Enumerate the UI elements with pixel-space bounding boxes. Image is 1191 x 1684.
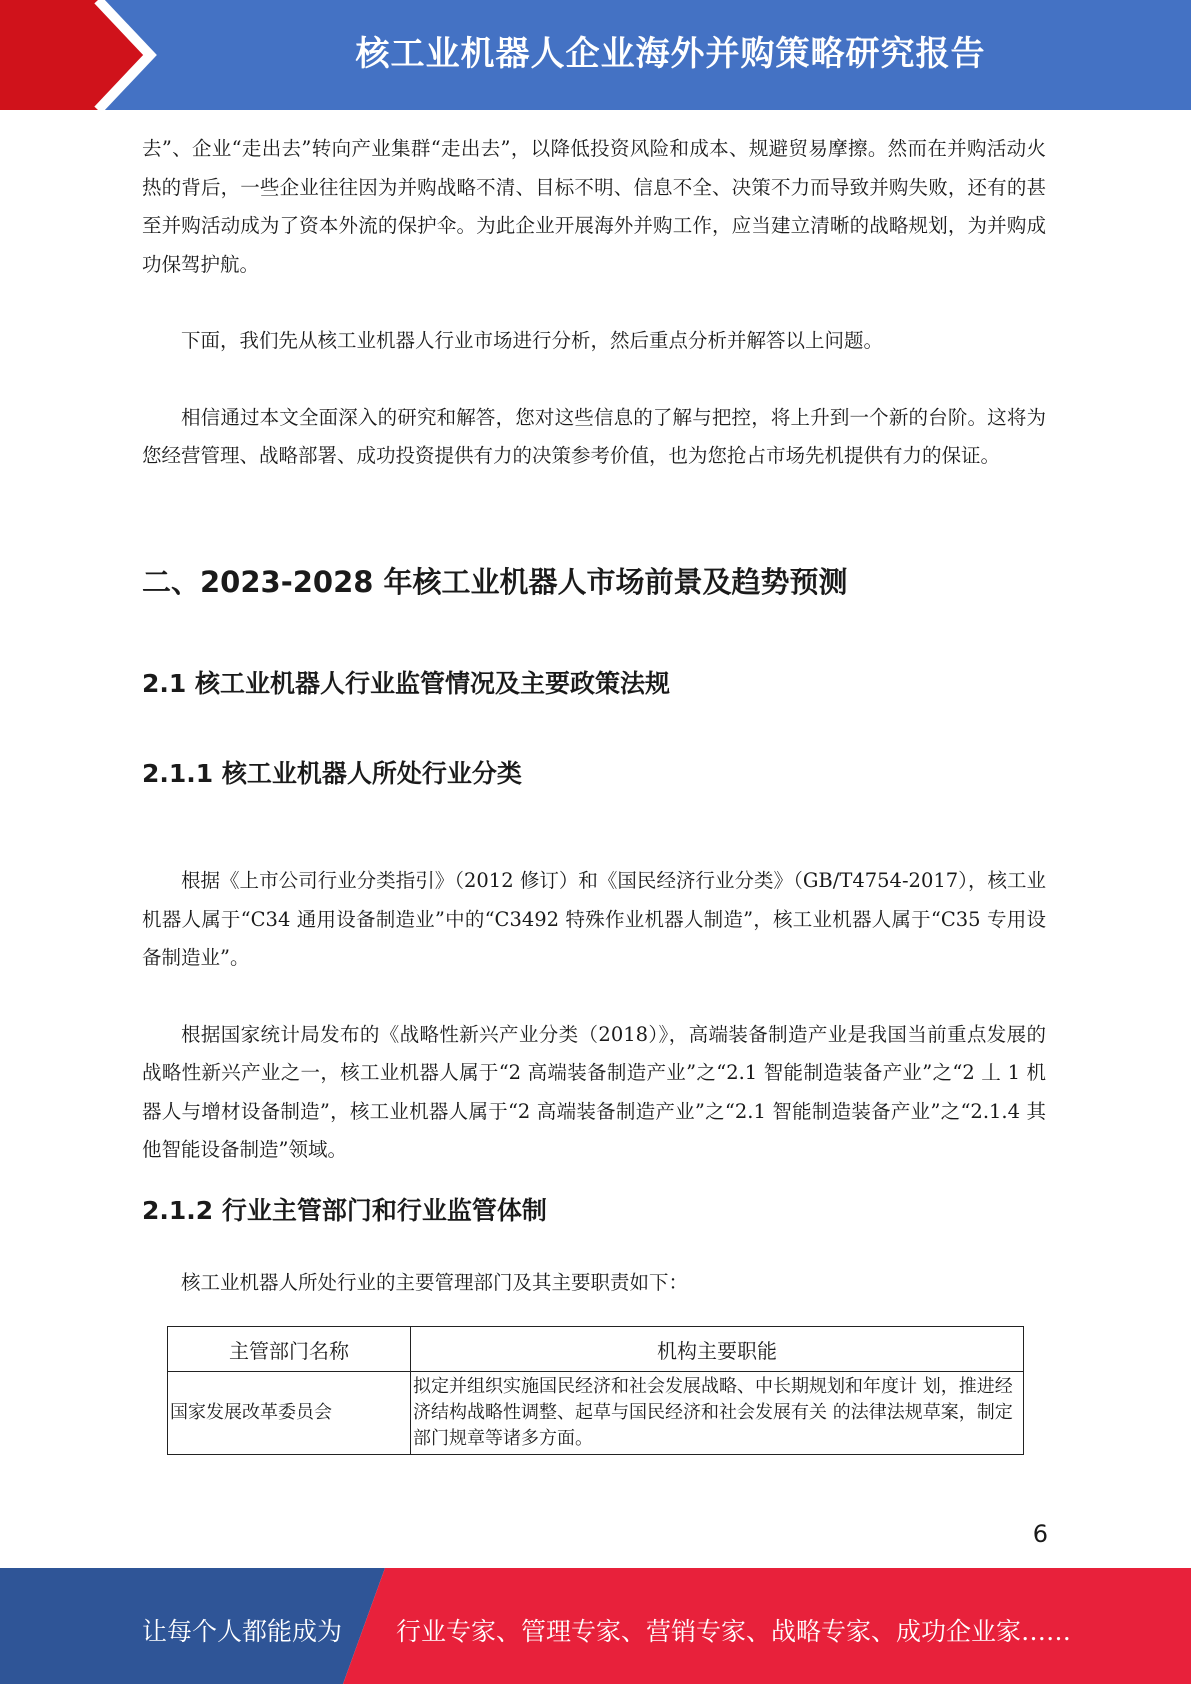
classification-paragraphs (142, 862, 1046, 1170)
page-number: 6 (1032, 1520, 1048, 1548)
report-title: 核工业机器人企业海外并购策略研究报告 (355, 34, 986, 74)
intro-paragraph-1: 去”、企业“走出去”转向产业集群“走出去”，以降低投资风险和成本、规避贸易摩擦。然而在并购活动火热的背后，一些企业往往因为并购战略不清、目标不明、信息不全、决策不力而导致并购失败，还有的甚至并购活动成为了资本外流的保护伞。为此企业开展海外并购工作，应当建立清晰的战略规划，为并购成功保驾护航。 (142, 137, 1046, 276)
header-arrow-graphic (0, 0, 160, 110)
dept-duty-cell: 拟定并组织实施国民经济和社会发展战略、中长期规划和年度计 划，推进经济结构战略性调整、起草与国民经济和社会发展有关 的法律法规草案，制定部门规章等诸多方面。 (411, 1372, 1024, 1455)
table-row (168, 1372, 1024, 1455)
subsection-heading-2-1-2: 2.1.2 行业主管部门和行业监管体制 (142, 1196, 547, 1225)
page-footer (0, 1568, 1191, 1684)
regulator-intro (142, 1264, 1046, 1303)
section-heading: 二、2023-2028 年核工业机器人市场前景及趋势预测 (142, 565, 848, 599)
table-header-dept-name: 主管部门名称 (168, 1327, 411, 1372)
page-header (0, 0, 1191, 110)
intro-paragraph-2: 下面，我们先从核工业机器人行业市场进行分析，然后重点分析并解答以上问题。 (181, 329, 884, 352)
regulator-table (167, 1326, 1024, 1455)
table-header-duties: 机构主要职能 (411, 1327, 1024, 1372)
classification-paragraph-2: 根据国家统计局发布的《战略性新兴产业分类（2018）》，高端装备制造产业是我国当前重点发展的战略性新兴产业之一，核工业机器人属于“2 高端装备制造产业”之“2.1 智能制造装备产业”之“2 丄 1 机器人与增材设备制造”，核工业机器人属于“2 高端装备制造产业”之“2.1 智能制造装备产业”之“2.1.4 其他智能设备制造”领域。 (142, 1022, 1046, 1161)
footer-slogan-left: 让每个人都能成为 (142, 1617, 343, 1646)
subsection-heading-2-1: 2.1 核工业机器人行业监管情况及主要政策法规 (142, 669, 670, 698)
subsection-heading-2-1-1: 2.1.1 核工业机器人所处行业分类 (142, 759, 522, 788)
table-header-row (168, 1327, 1024, 1372)
dept-name-cell: 国家发展改革委员会 (168, 1372, 411, 1455)
intro-section (142, 130, 1046, 476)
footer-slogan-right: 行业专家、管理专家、营销专家、战略专家、成功企业家…… (396, 1617, 1072, 1646)
intro-paragraph-3: 相信通过本文全面深入的研究和解答，您对这些信息的了解与把控，将上升到一个新的台阶。这将为您经营管理、战略部署、成功投资提供有力的决策参考价值，也为您抢占市场先机提供有力的保证。 (142, 405, 1046, 467)
classification-paragraph-1: 根据《上市公司行业分类指引》（2012 修订）和《国民经济行业分类》（GB/T4754-2017），核工业机器人属于“C34 通用设备制造业”中的“C3492 特殊作业机器人制造”，核工业机器人属于“C35 专用设备制造业”。 (142, 869, 1046, 969)
regulator-intro-paragraph: 核工业机器人所处行业的主要管理部门及其主要职责如下： (181, 1271, 689, 1294)
